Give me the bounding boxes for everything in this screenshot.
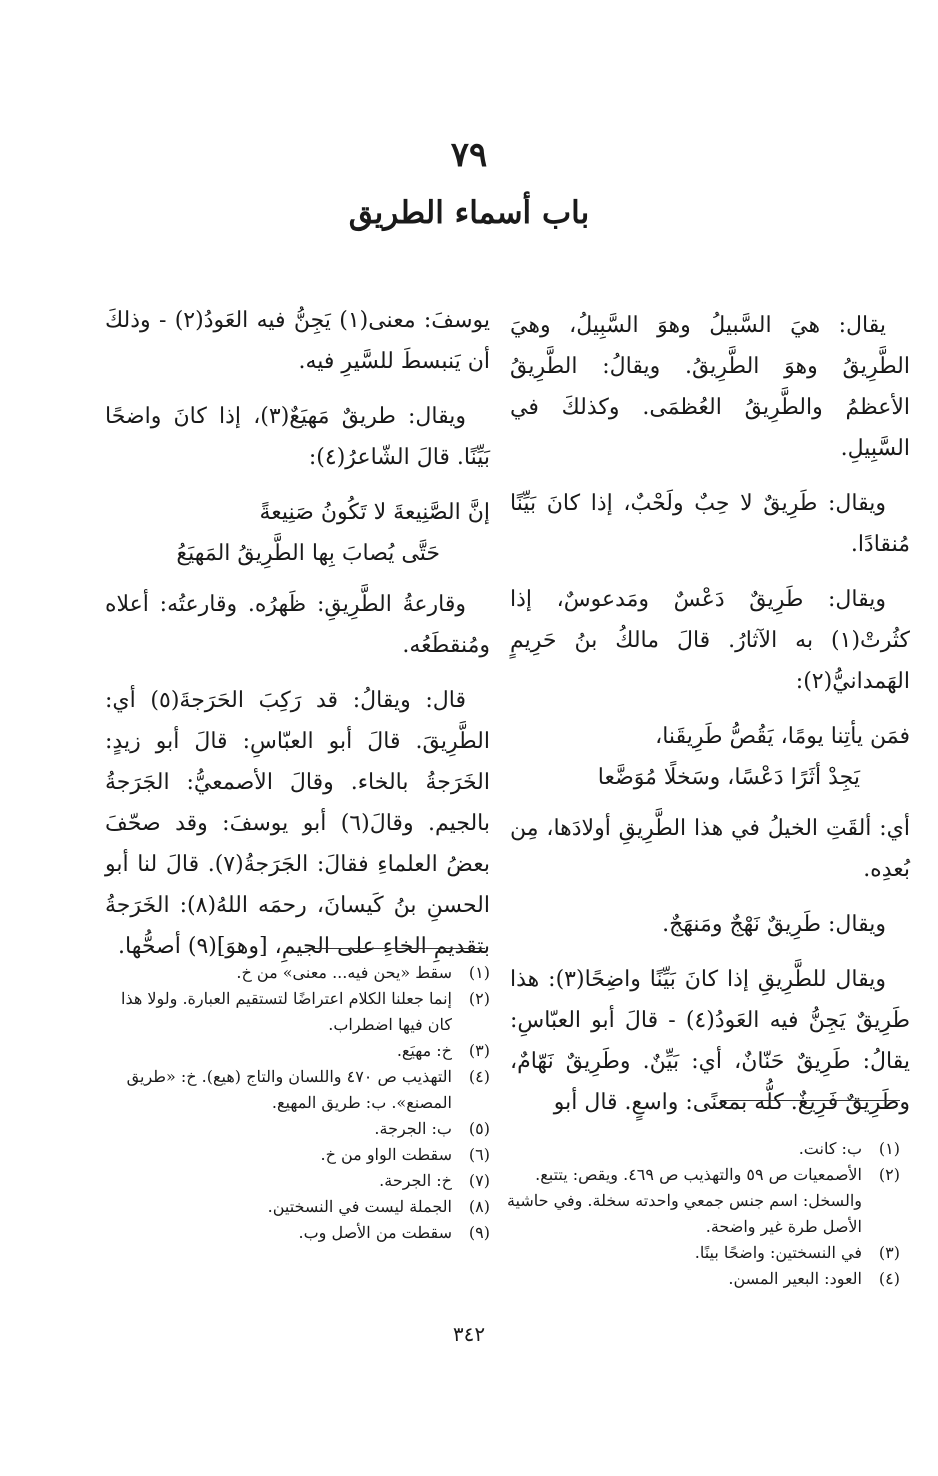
footnote <box>110 960 490 986</box>
footnote-divider <box>305 948 485 949</box>
footnote <box>110 1194 490 1220</box>
footnote-number: (٣) <box>878 1243 900 1262</box>
footnote-number: (٣) <box>468 1041 490 1060</box>
footnote <box>505 1136 900 1162</box>
footnote-divider <box>720 1100 900 1101</box>
footnote-text: خ: مهيَع. <box>396 1041 452 1060</box>
footnote <box>110 1116 490 1142</box>
chapter-title: باب أسماء الطريق <box>348 195 590 231</box>
verse <box>510 716 910 798</box>
verse-first-hemistich: فمَن يأتِنا يومًا، يَقُصُّ طَرِيقَنا، <box>655 724 910 749</box>
verse-second-hemistich: حَتَّى يُصابَ بِها الطَّرِيقُ المَهيَعُ <box>176 541 440 566</box>
paragraph: ويقال: طَرِيقٌ دَعْسٌ ومَدعوسٌ، إذا كثُرتْ(١) به الآثارُ. قالَ مالكُ بنُ حَرِيمٍ الهَمدانيُّ(٢): <box>510 587 910 694</box>
footnote-text: خ: الجرحة. <box>379 1171 452 1190</box>
footnote <box>110 1038 490 1064</box>
footnote-text: الأصمعيات ص ٥٩ والتهذيب ص ٤٦٩. ويقص: يتتبع. والسخل: اسم جنس جمعي واحدته سخلة. وفي حاشية الأصل طرة غير واضحة. <box>506 1165 862 1236</box>
footnote <box>110 1142 490 1168</box>
paragraph: ويقال للطَّرِيقِ إذا كانَ بَيِّنًا واضِحًا(٣): هذا طَرِيقٌ يَجِنُّ فيه العَودُ(٤) - قالَ أبو العبّاسِ: يقالُ: طَرِيقٌ حَنّانٌ، أي: بَيِّنٌ. وطَرِيقٌ نَهّامٌ، وطَرِيقٌ فَرِيغٌ. كلُّه بمعنًى: واسعٍ. قال أبو <box>510 967 910 1115</box>
paragraph: أي: ألقَتِ الخيلُ في هذا الطَّرِيقِ أولادَها، مِن بُعدِه. <box>510 816 910 882</box>
paragraph: ويقال: طَرِيقٌ لا حِبٌ ولَحْبٌ، إذا كانَ بَيِّنًا مُنقادًا. <box>510 491 910 557</box>
footnote <box>110 1168 490 1194</box>
footnote-text: التهذيب ص ٤٧٠ واللسان والتاج (هيع). خ: «طريق المصنع». ب: طريق المهيع. <box>126 1067 452 1112</box>
footnote-number: (٤) <box>468 1067 490 1086</box>
left-footnotes <box>110 960 490 1246</box>
footnote-text: سقطت من الأصل وب. <box>298 1223 452 1242</box>
footnote-text: ب: كانت. <box>798 1139 862 1158</box>
paragraph: وقارعةُ الطَّرِيقِ: ظَهرُه. وقارعتُه: أعلاه ومُنقطَعُه. <box>105 592 490 658</box>
page-number: ٣٤٢ <box>452 1322 486 1346</box>
footnote-number: (٤) <box>878 1269 900 1288</box>
paragraph: ويقال: طَرِيقٌ نَهْجٌ ومَنهَجٌ. <box>662 912 886 937</box>
footnote-text: سقط «يحن فيه... معنى» من خ. <box>236 963 452 982</box>
footnote-number: (١) <box>878 1139 900 1158</box>
footnote-number: (٩) <box>468 1223 490 1242</box>
paragraph: يقال: هيَ السَّبيلُ وهوَ السَّبِيلُ، وهيَ الطَّرِيقُ وهوَ الطَّرِيقُ. ويقالُ: الطَّرِيقُ الأعظمُ والطَّرِيقُ العُظمَى. وكذلكَ في السَّبِيلِ. <box>510 313 910 461</box>
footnote-text: سقطت الواو من خ. <box>320 1145 452 1164</box>
paragraph: قال: ويقالُ: قد رَكِبَ الحَرَجةَ(٥) أي: الطَّرِيقَ. قالَ أبو العبّاسِ: قالَ أبو زيدٍ: الخَرَجةُ بالخاء. وقالَ الأصمعيُّ: الجَرَجةُ بالجيم. وقالَ(٦) أبو يوسفَ: وقد صحّفَ بعضُ العلماءِ فقالَ: الجَرَجةُ(٧). قالَ لنا أبو الحسنِ بنُ كَيسانَ، رحمَه اللهُ(٨): الخَرَجةُ بتقديمِ الخاءِ على الجيمِ، [وهوَ](٩) أصحُّها. <box>105 688 491 959</box>
footnote-text: العود: البعير المسن. <box>728 1269 862 1288</box>
footnote-number: (٦) <box>468 1145 490 1164</box>
footnote-number: (٢) <box>878 1165 900 1184</box>
footnote-number: (٢) <box>468 989 490 1008</box>
footnote-text: في النسختين: واضحًا بينًا. <box>694 1243 862 1262</box>
footnote-number: (٨) <box>468 1197 490 1216</box>
right-column <box>510 305 910 1137</box>
paragraph: يوسفَ: معنى(١) يَجِنُّ فيه العَودُ(٢) - وذلكَ أن يَنبسطَ للسَّيرِ فيه. <box>105 308 491 374</box>
chapter-number: ٧٩ <box>450 135 488 175</box>
footnote <box>505 1266 900 1292</box>
footnote-number: (١) <box>468 963 490 982</box>
footnote <box>505 1162 900 1240</box>
footnote-number: (٥) <box>468 1119 490 1138</box>
paragraph: ويقال: طريقٌ مَهيَعٌ(٣)، إذا كانَ واضحًا بَيِّنًا. قالَ الشّاعرُ(٤): <box>105 404 490 470</box>
right-footnotes <box>505 1136 900 1292</box>
verse-first-hemistich: إنَّ الصَّنِيعةَ لا تَكُونُ صَنِيعةً <box>259 500 490 525</box>
footnote-text: ب: الجرجة. <box>374 1119 452 1138</box>
verse <box>105 492 490 574</box>
footnote-text: الجملة ليست في النسختين. <box>267 1197 452 1216</box>
verse-second-hemistich: يَجِدْ أثَرًا دَعْسًا، وسَخلًا مُوَضَّعا <box>597 765 860 790</box>
left-column <box>105 300 490 981</box>
footnote <box>110 986 490 1038</box>
footnote-text: إنما جعلنا الكلام اعتراضًا لتستقيم العبارة. ولولا هذا كان فيها اضطراب. <box>121 989 452 1034</box>
footnote <box>110 1064 490 1116</box>
footnote <box>110 1220 490 1246</box>
footnote-number: (٧) <box>468 1171 490 1190</box>
footnote <box>505 1240 900 1266</box>
